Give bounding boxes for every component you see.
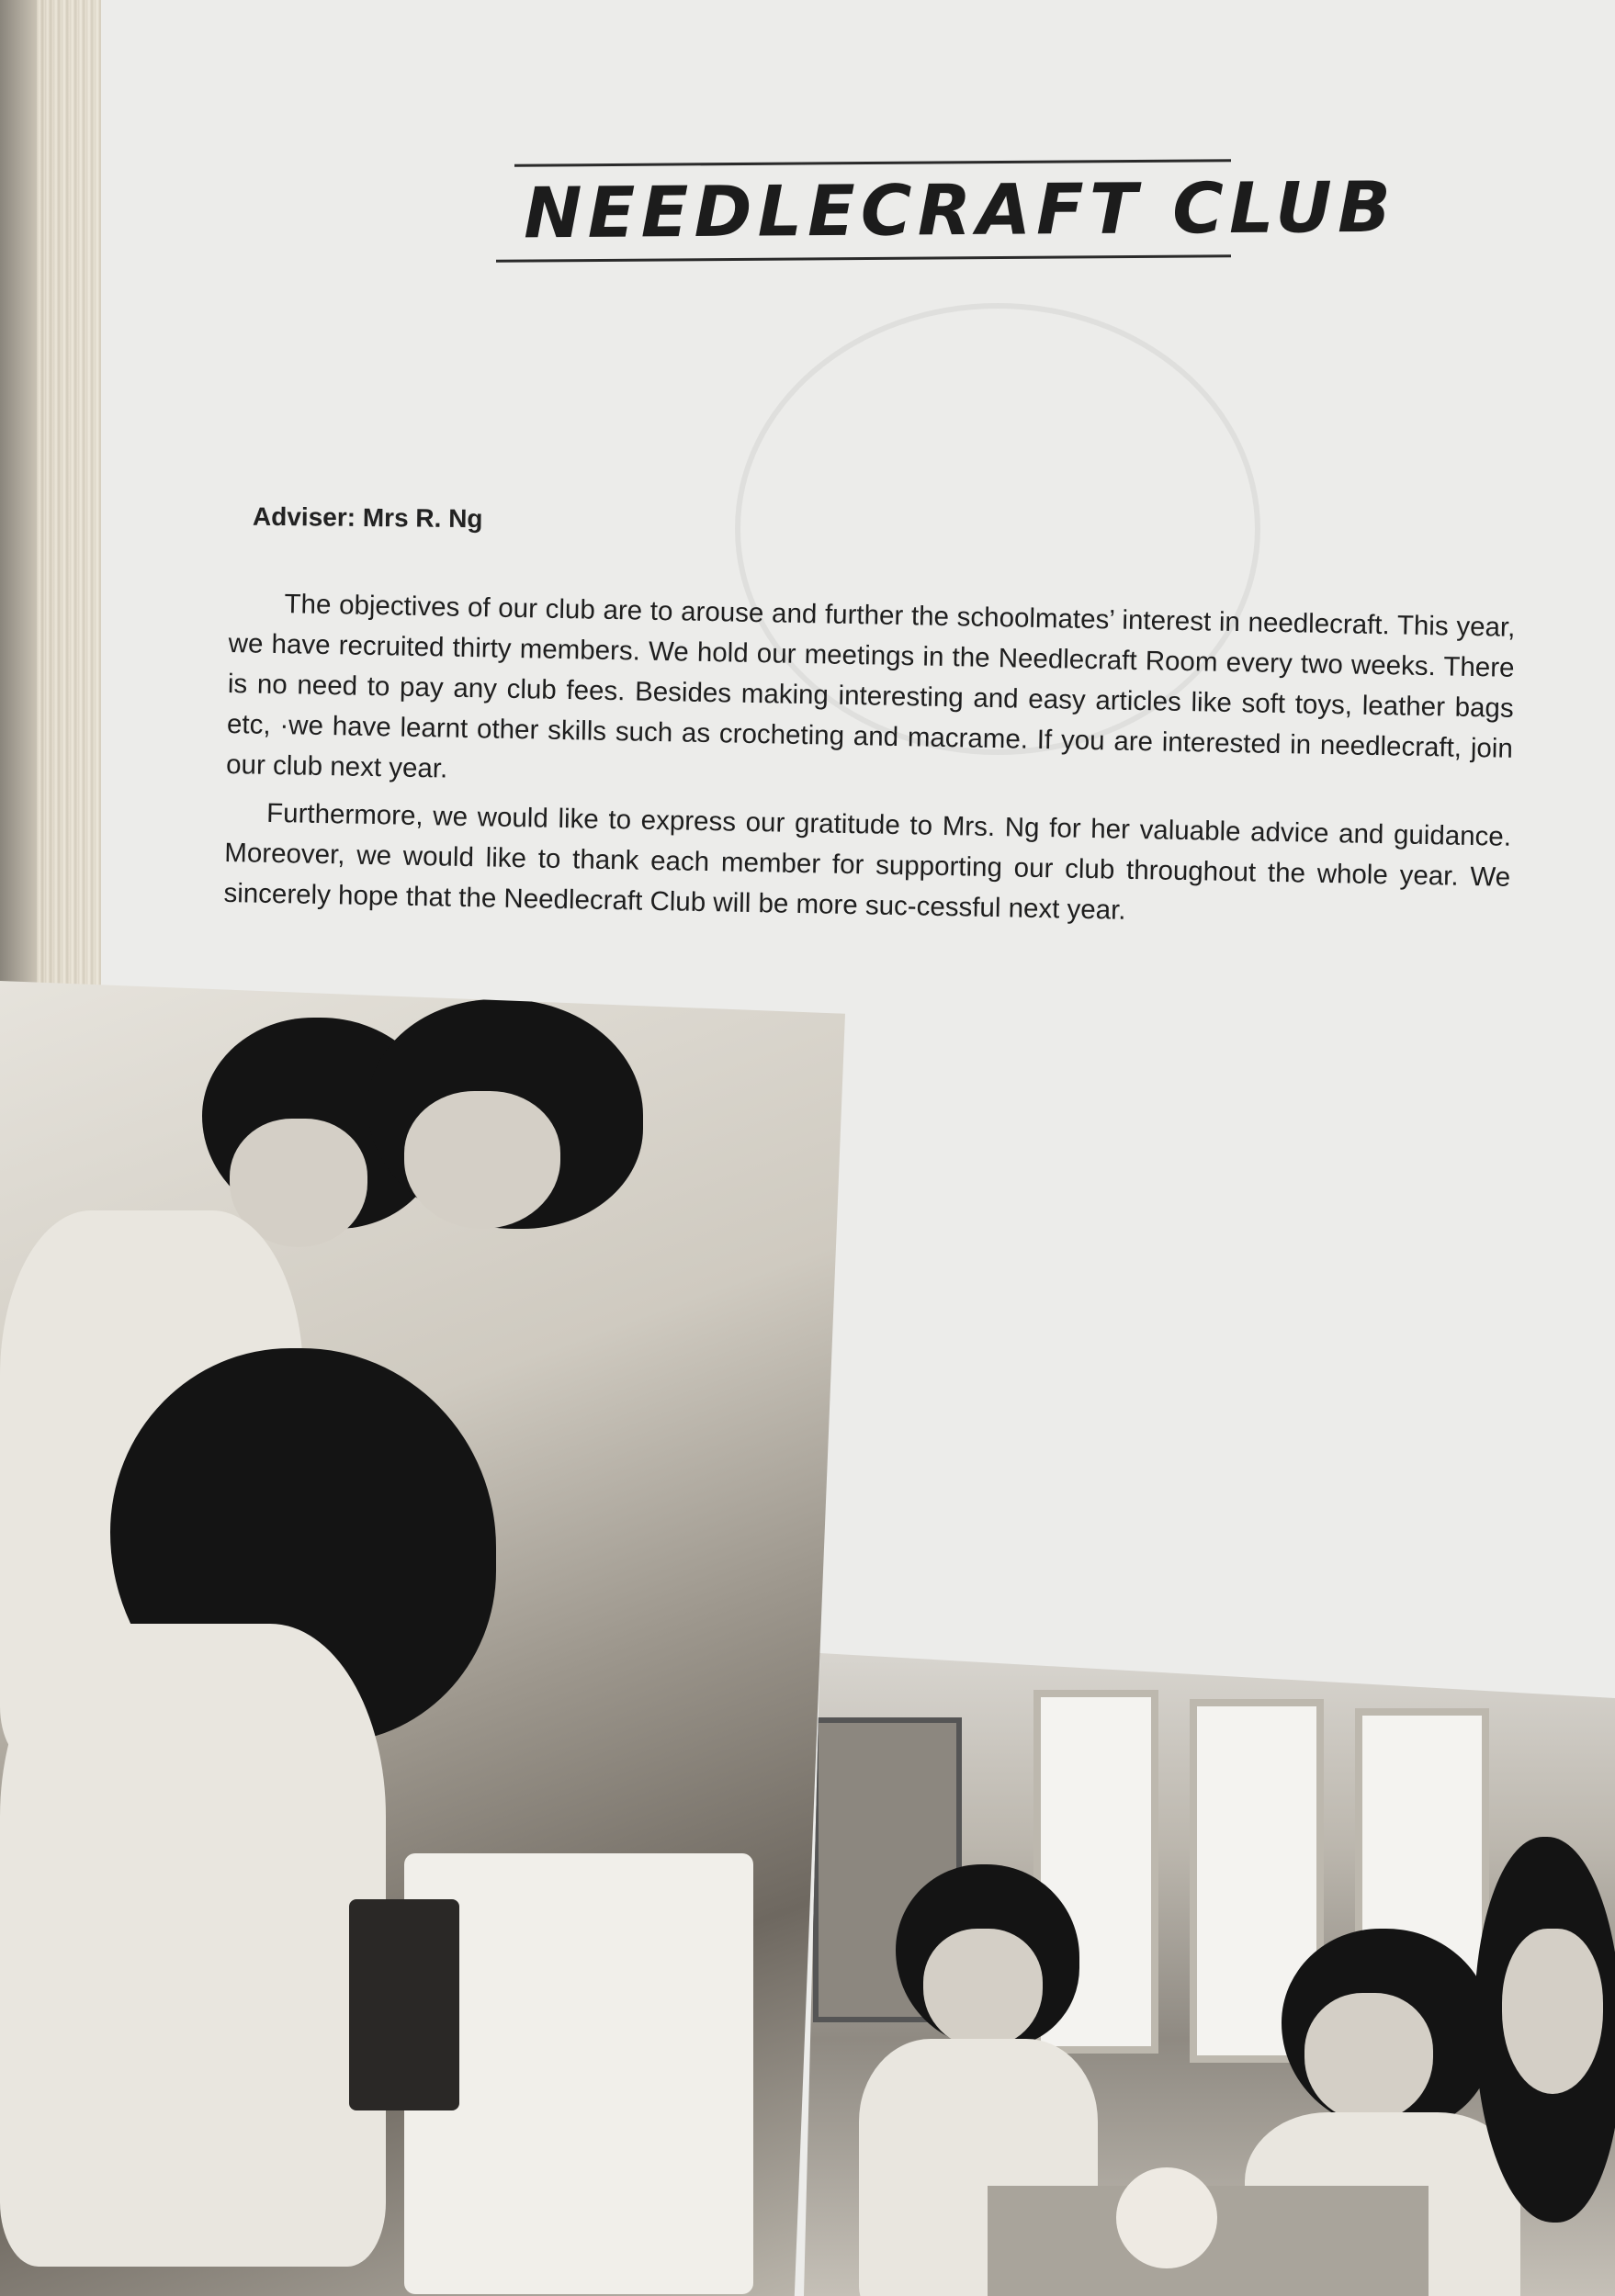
student-face: [923, 1929, 1043, 2048]
machine-part: [349, 1899, 459, 2110]
paragraph-2: Furthermore, we would like to express our gratitude to Mrs. Ng for her valuable advice and guidance. Moreover, we would like to thank each member for supporting our club throughout the whole year. We sincerely hope that the Needlecraft Club will be more suc-cessful next year.: [223, 797, 1512, 926]
photo-sewing-machine: [0, 981, 845, 2296]
student-face: [1304, 1993, 1433, 2122]
student-face: [404, 1091, 560, 1229]
article-body: [223, 583, 1516, 946]
page-title: NEEDLECRAFT CLUB: [523, 165, 1397, 254]
student-face: [1502, 1929, 1603, 2094]
adviser-line: Adviser: Mrs R. Ng: [252, 501, 483, 534]
paragraph-1: The objectives of our club are to arouse and further the schoolmates’ interest in needlecraft. This year, we have recruited thirty members. We hold our meetings in the Needlecraft Room every two weeks. There is no need to pay any club fees. Besides making interesting and easy articles like soft toys, leather bags etc, ·we have learnt other skills such as crocheting and macrame. If you are interested in needlecraft, join our club next year.: [225, 589, 1516, 784]
yarn-ball: [1116, 2167, 1217, 2268]
student-shirt: [0, 1624, 386, 2267]
photo-crocheting-table: [804, 1653, 1615, 2296]
title-block: [496, 162, 1397, 263]
title-rule-bottom: [496, 254, 1231, 263]
